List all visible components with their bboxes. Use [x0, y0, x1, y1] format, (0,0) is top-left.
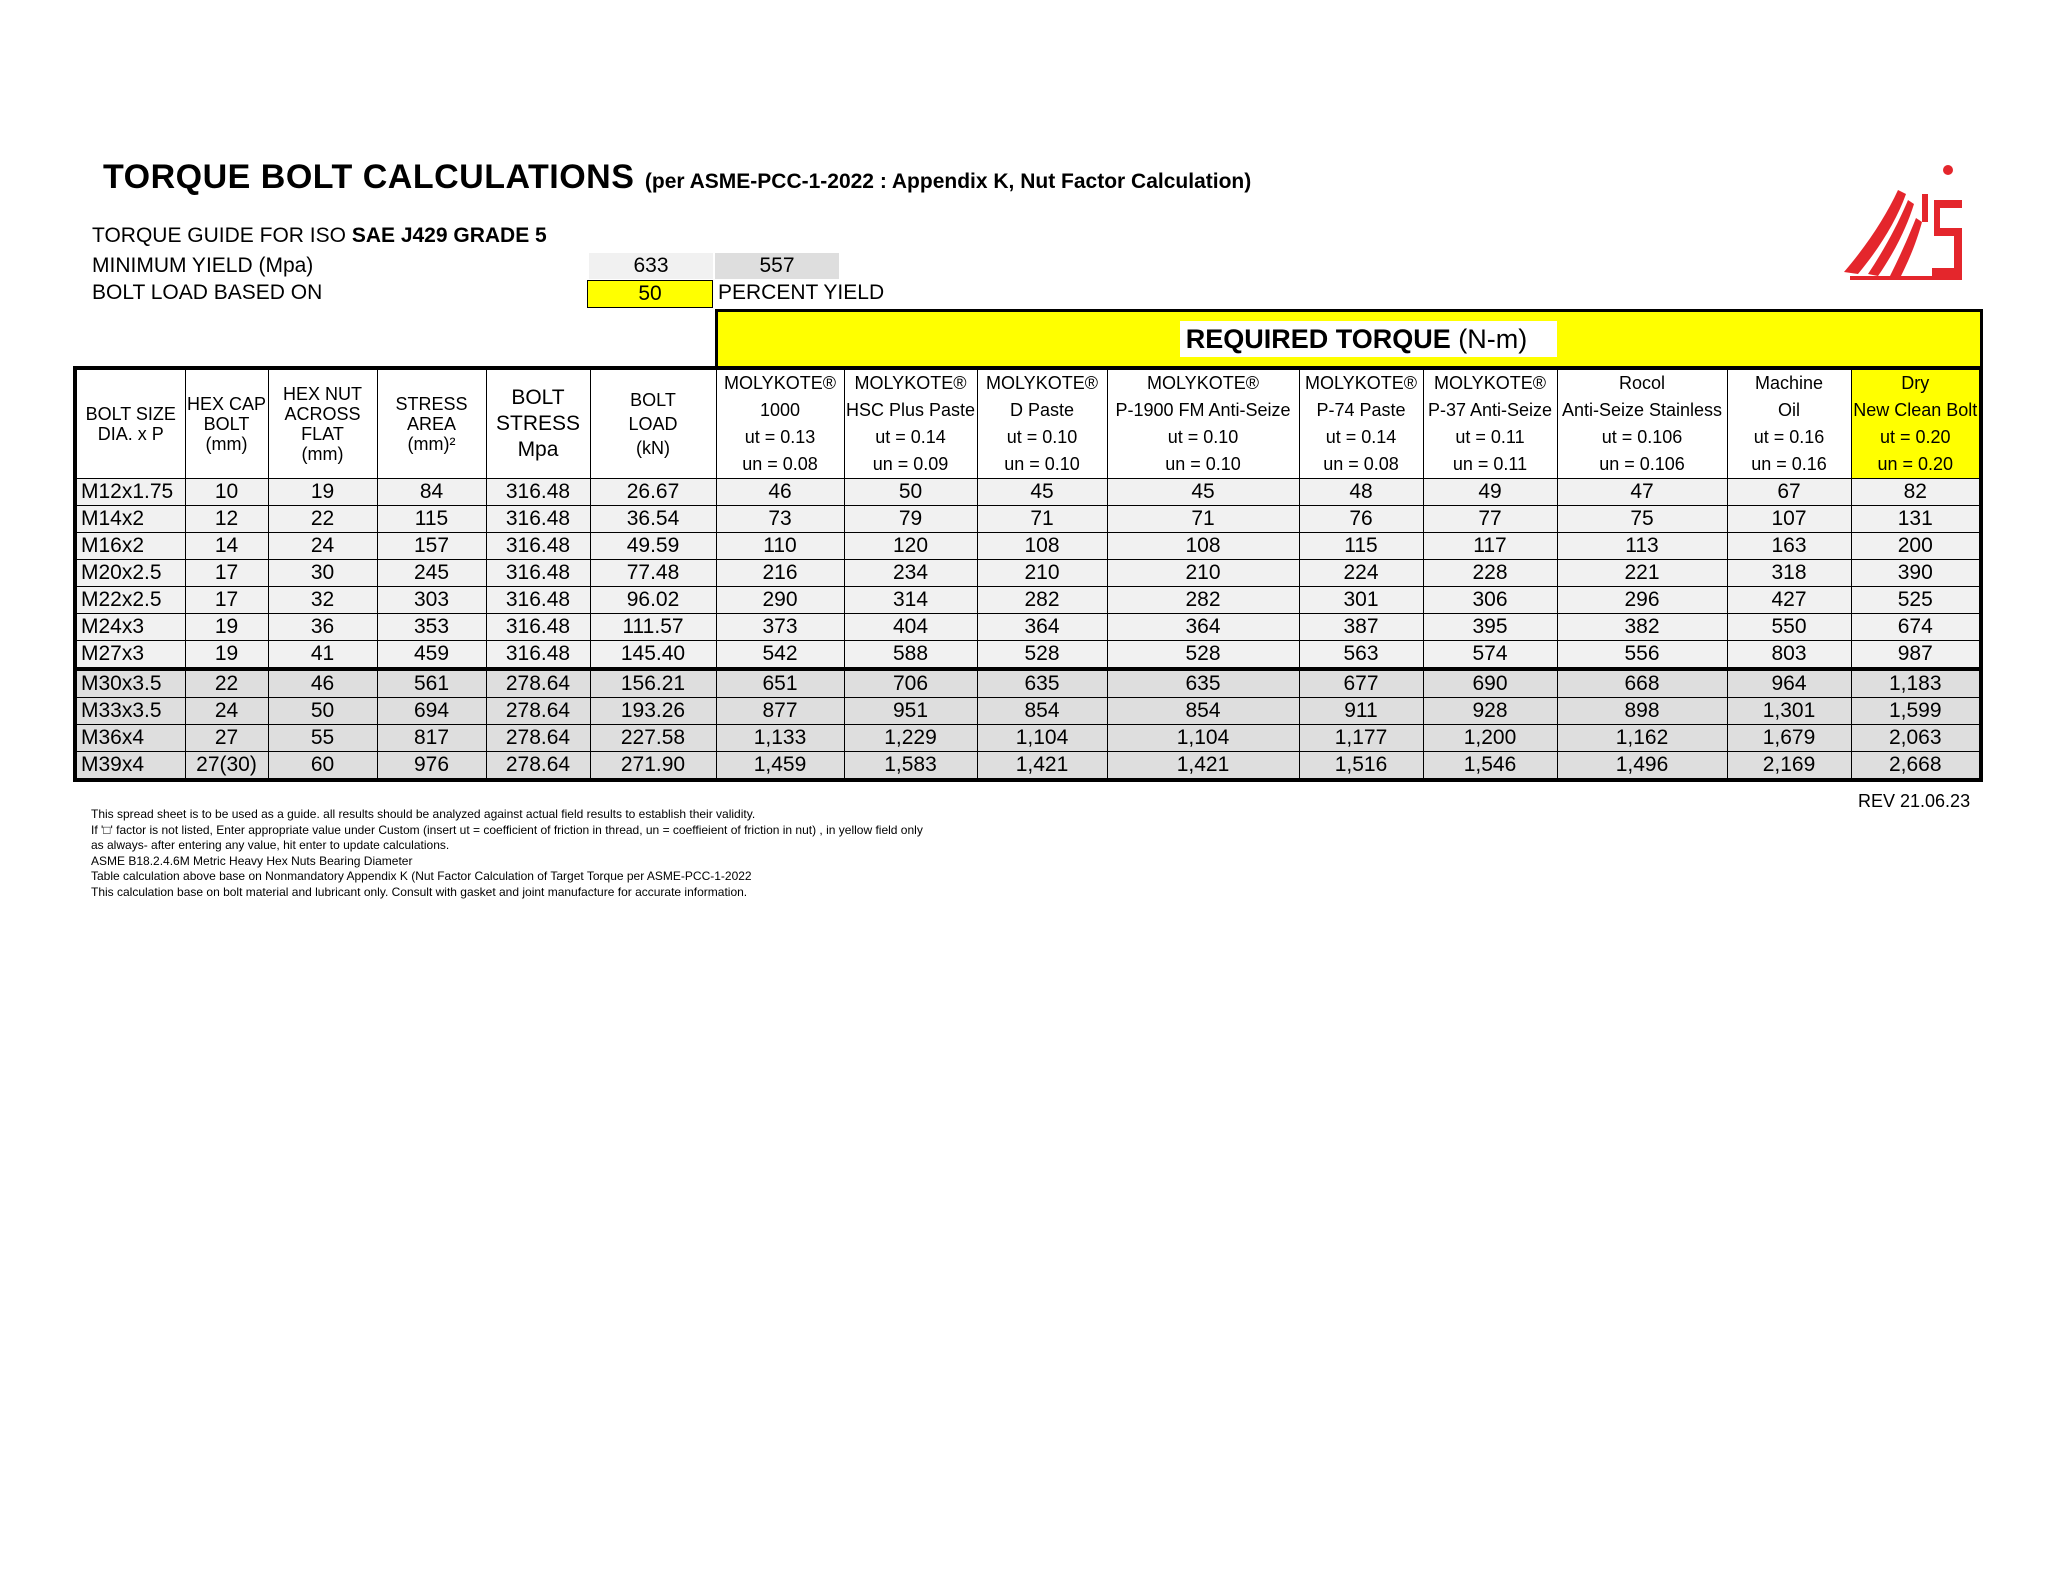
lubricant-name: MOLYKOTE® — [724, 373, 836, 393]
lubricant-un: un = 0.11 — [1452, 454, 1528, 474]
col-bolt-load-line: (kN) — [636, 438, 670, 458]
cell-hex-nut: 22 — [268, 506, 377, 533]
note-line: Table calculation above base on Nonmandatory Appendix K (Nut Factor Calculation of Target Torque per ASME-PCC-1-2022 — [91, 869, 752, 884]
lubricant-product: 1000 — [759, 400, 801, 420]
cell-load: 193.26 — [590, 698, 716, 725]
cell-size: M12x1.75 — [75, 479, 185, 506]
lubricant-product: P-1900 FM Anti-Seize — [1115, 400, 1291, 420]
cell-size: M27x3 — [75, 641, 185, 670]
cell-stress: 316.48 — [486, 641, 590, 670]
cell-torque: 45 — [1107, 479, 1299, 506]
required-torque-unit: (N-m) — [1450, 324, 1528, 354]
cell-torque: 588 — [844, 641, 977, 670]
cell-hex-nut: 46 — [268, 669, 377, 698]
cell-torque: 563 — [1299, 641, 1423, 670]
min-yield-value-2: 557 — [715, 253, 839, 279]
cell-size: M39x4 — [75, 752, 185, 781]
title-sub: (per ASME-PCC-1-2022 : Appendix K, Nut Factor Calculation) — [644, 170, 1252, 193]
cell-hex-cap: 19 — [185, 614, 268, 641]
col-bolt-stress — [486, 368, 590, 479]
col-bolt-size-line: BOLT SIZE — [85, 404, 176, 424]
lubricant-product: New Clean Bolt — [1853, 400, 1978, 420]
cell-load: 49.59 — [590, 533, 716, 560]
cell-torque: 75 — [1557, 506, 1727, 533]
cell-stress: 316.48 — [486, 506, 590, 533]
lubricant-name: MOLYKOTE® — [986, 373, 1098, 393]
cell-torque: 390 — [1851, 560, 1981, 587]
lubricant-ut[interactable]: ut = 0.20 — [1879, 427, 1951, 447]
col-bolt-stress-line: STRESS — [495, 412, 581, 435]
cell-stress: 316.48 — [486, 560, 590, 587]
lubricant-un: un = 0.106 — [1599, 454, 1685, 474]
lubricant-name: MOLYKOTE® — [854, 373, 967, 393]
cell-torque: 525 — [1851, 587, 1981, 614]
col-hex-cap-line: (mm) — [205, 434, 248, 454]
cell-torque: 1,516 — [1299, 752, 1423, 781]
cell-area: 303 — [377, 587, 486, 614]
cell-torque: 877 — [716, 698, 844, 725]
lubricant-un: un = 0.16 — [1751, 454, 1827, 474]
cell-stress: 316.48 — [486, 587, 590, 614]
lubricant-product: HSC Plus Paste — [845, 400, 976, 420]
cell-size: M30x3.5 — [75, 669, 185, 698]
cell-load: 77.48 — [590, 560, 716, 587]
cell-torque: 306 — [1423, 587, 1557, 614]
cell-hex-cap: 17 — [185, 560, 268, 587]
col-stress-area — [377, 368, 486, 479]
cell-size: M22x2.5 — [75, 587, 185, 614]
cell-torque: 1,301 — [1727, 698, 1851, 725]
cell-torque: 964 — [1727, 669, 1851, 698]
cell-hex-nut: 24 — [268, 533, 377, 560]
cell-torque: 71 — [977, 506, 1107, 533]
cell-torque: 76 — [1299, 506, 1423, 533]
cell-stress: 316.48 — [486, 479, 590, 506]
cell-hex-cap: 10 — [185, 479, 268, 506]
cell-hex-cap: 27(30) — [185, 752, 268, 781]
required-torque-title: REQUIRED TORQUE — [1185, 324, 1451, 354]
col-stress-area-line: (mm)² — [407, 434, 456, 454]
note-line: as always- after entering any value, hit enter to update calculations. — [91, 838, 450, 853]
cell-hex-cap: 22 — [185, 669, 268, 698]
lubricant-ut: ut = 0.13 — [744, 427, 816, 447]
percent-yield-label: PERCENT YIELD — [718, 281, 885, 304]
cell-torque: 48 — [1299, 479, 1423, 506]
title-main: TORQUE BOLT CALCULATIONS — [103, 158, 635, 196]
cell-torque: 1,133 — [716, 725, 844, 752]
cell-hex-nut: 30 — [268, 560, 377, 587]
cell-torque: 108 — [977, 533, 1107, 560]
cell-hex-cap: 27 — [185, 725, 268, 752]
cell-hex-nut: 19 — [268, 479, 377, 506]
cell-torque: 107 — [1727, 506, 1851, 533]
min-yield-label: MINIMUM YIELD (Mpa) — [92, 254, 314, 277]
cell-area: 976 — [377, 752, 486, 781]
note-line: ASME B18.2.4.6M Metric Heavy Hex Nuts Bearing Diameter — [91, 853, 413, 868]
cell-area: 817 — [377, 725, 486, 752]
cell-torque: 1,421 — [977, 752, 1107, 781]
cell-load: 36.54 — [590, 506, 716, 533]
cell-torque: 987 — [1851, 641, 1981, 670]
cell-torque: 898 — [1557, 698, 1727, 725]
lubricant-ut: ut = 0.106 — [1601, 427, 1683, 447]
col-hex-nut-line: ACROSS — [284, 404, 361, 424]
cell-hex-cap: 12 — [185, 506, 268, 533]
cell-torque: 234 — [844, 560, 977, 587]
col-bolt-load-line: BOLT — [630, 390, 676, 410]
lubricant-name: Rocol — [1618, 373, 1666, 393]
required-torque-row — [75, 311, 1981, 369]
cell-torque: 71 — [1107, 506, 1299, 533]
cell-torque: 221 — [1557, 560, 1727, 587]
torque-guide-line — [92, 224, 547, 248]
cell-torque: 1,200 — [1423, 725, 1557, 752]
cell-torque: 282 — [977, 587, 1107, 614]
lubricant-ut: ut = 0.16 — [1753, 427, 1825, 447]
cell-torque: 550 — [1727, 614, 1851, 641]
lubricant-un: un = 0.09 — [872, 454, 949, 474]
col-hex-nut — [268, 368, 377, 479]
cell-area: 84 — [377, 479, 486, 506]
cell-load: 96.02 — [590, 587, 716, 614]
cell-area: 245 — [377, 560, 486, 587]
cell-torque: 228 — [1423, 560, 1557, 587]
table-row — [75, 641, 1981, 670]
required-torque-label — [1180, 321, 1558, 357]
cell-torque: 1,229 — [844, 725, 977, 752]
lubricant-un: un = 0.10 — [1004, 454, 1080, 474]
cell-size: M24x3 — [75, 614, 185, 641]
cell-hex-nut: 32 — [268, 587, 377, 614]
column-header-row — [75, 368, 1981, 479]
cell-torque: 528 — [977, 641, 1107, 670]
cell-torque: 1,104 — [977, 725, 1107, 752]
table-row — [75, 587, 1981, 614]
cell-torque: 1,177 — [1299, 725, 1423, 752]
cell-torque: 1,421 — [1107, 752, 1299, 781]
lubricant-header — [844, 368, 977, 479]
cell-torque: 296 — [1557, 587, 1727, 614]
lubricant-header — [1557, 368, 1727, 479]
cell-load: 271.90 — [590, 752, 716, 781]
cell-stress: 278.64 — [486, 698, 590, 725]
lubricant-ut: ut = 0.10 — [1167, 427, 1239, 447]
cell-torque: 364 — [977, 614, 1107, 641]
cell-hex-nut: 55 — [268, 725, 377, 752]
cell-torque: 674 — [1851, 614, 1981, 641]
col-hex-nut-line: HEX NUT — [282, 384, 362, 404]
col-hex-cap — [185, 368, 268, 479]
page-title — [103, 158, 1251, 197]
lubricant-name: Dry — [1901, 373, 1930, 393]
cell-torque: 290 — [716, 587, 844, 614]
cell-area: 459 — [377, 641, 486, 670]
cell-torque: 113 — [1557, 533, 1727, 560]
cell-torque: 1,104 — [1107, 725, 1299, 752]
cell-torque: 82 — [1851, 479, 1981, 506]
cell-torque: 528 — [1107, 641, 1299, 670]
cell-torque: 1,162 — [1557, 725, 1727, 752]
cell-size: M14x2 — [75, 506, 185, 533]
cell-torque: 1,183 — [1851, 669, 1981, 698]
col-bolt-load-line: LOAD — [628, 414, 678, 434]
lubricant-un: un = 0.08 — [742, 454, 818, 474]
notes — [91, 807, 923, 901]
cell-torque: 556 — [1557, 641, 1727, 670]
cell-torque: 73 — [716, 506, 844, 533]
lubricant-header — [977, 368, 1107, 479]
col-bolt-stress-line: BOLT — [511, 386, 565, 409]
cell-load: 156.21 — [590, 669, 716, 698]
cell-hex-nut: 36 — [268, 614, 377, 641]
lubricant-name: MOLYKOTE® — [1305, 373, 1417, 393]
cell-torque: 404 — [844, 614, 977, 641]
cell-torque: 364 — [1107, 614, 1299, 641]
cell-torque: 651 — [716, 669, 844, 698]
table-row — [75, 698, 1981, 725]
cell-torque: 120 — [844, 533, 977, 560]
note-line: This calculation base on bolt material and lubricant only. Consult with gasket and joint manufacture for accurate information. — [91, 884, 748, 899]
cell-load: 145.40 — [590, 641, 716, 670]
lubricant-un: un = 0.08 — [1323, 454, 1399, 474]
cell-torque: 49 — [1423, 479, 1557, 506]
lubricant-header-custom[interactable] — [1851, 368, 1981, 479]
lubricant-product: P-37 Anti-Seize — [1427, 400, 1553, 420]
table-row — [75, 533, 1981, 560]
cell-size: M36x4 — [75, 725, 185, 752]
cell-hex-nut: 60 — [268, 752, 377, 781]
cell-torque: 2,063 — [1851, 725, 1981, 752]
lubricant-name: MOLYKOTE® — [1147, 373, 1259, 393]
percent-yield-input[interactable]: 50 — [587, 280, 713, 308]
cell-load: 26.67 — [590, 479, 716, 506]
cell-torque: 382 — [1557, 614, 1727, 641]
cell-torque: 574 — [1423, 641, 1557, 670]
cell-torque: 1,679 — [1727, 725, 1851, 752]
cell-torque: 854 — [977, 698, 1107, 725]
cell-hex-cap: 17 — [185, 587, 268, 614]
cell-torque: 210 — [977, 560, 1107, 587]
cell-torque: 427 — [1727, 587, 1851, 614]
lubricant-product: Oil — [1778, 400, 1800, 420]
cell-stress: 278.64 — [486, 752, 590, 781]
table-row — [75, 479, 1981, 506]
cell-torque: 46 — [716, 479, 844, 506]
cell-torque: 1,599 — [1851, 698, 1981, 725]
col-hex-nut-line: FLAT — [301, 424, 344, 444]
cell-torque: 108 — [1107, 533, 1299, 560]
cell-torque: 1,546 — [1423, 752, 1557, 781]
header-spacer — [75, 311, 716, 369]
col-hex-cap-line: BOLT — [203, 414, 250, 434]
cell-torque: 282 — [1107, 587, 1299, 614]
cell-hex-cap: 19 — [185, 641, 268, 670]
cell-hex-nut: 50 — [268, 698, 377, 725]
company-logo — [1838, 164, 1964, 280]
cell-torque: 635 — [1107, 669, 1299, 698]
cell-torque: 67 — [1727, 479, 1851, 506]
cell-stress: 278.64 — [486, 725, 590, 752]
col-hex-nut-line: (mm) — [301, 444, 344, 464]
cell-size: M33x3.5 — [75, 698, 185, 725]
cell-torque: 668 — [1557, 669, 1727, 698]
cell-torque: 200 — [1851, 533, 1981, 560]
lubricant-un: un = 0.10 — [1165, 454, 1241, 474]
cell-torque: 1,583 — [844, 752, 977, 781]
lubricant-ut: ut = 0.11 — [1455, 427, 1525, 447]
cell-torque: 803 — [1727, 641, 1851, 670]
cell-torque: 1,459 — [716, 752, 844, 781]
cell-torque: 854 — [1107, 698, 1299, 725]
cell-torque: 373 — [716, 614, 844, 641]
lubricant-header — [1299, 368, 1423, 479]
revision-label: REV 21.06.23 — [1858, 791, 1971, 811]
cell-load: 227.58 — [590, 725, 716, 752]
col-bolt-stress-line: Mpa — [517, 438, 559, 461]
data-rows — [75, 479, 1981, 781]
col-bolt-size — [75, 368, 185, 479]
cell-torque: 110 — [716, 533, 844, 560]
table-row — [75, 506, 1981, 533]
cell-torque: 542 — [716, 641, 844, 670]
torque-guide-grade: SAE J429 GRADE 5 — [351, 224, 547, 247]
cell-torque: 301 — [1299, 587, 1423, 614]
required-torque-header — [716, 311, 1981, 369]
cell-torque: 677 — [1299, 669, 1423, 698]
cell-torque: 706 — [844, 669, 977, 698]
cell-torque: 395 — [1423, 614, 1557, 641]
lubricant-product: P-74 Paste — [1316, 400, 1406, 420]
cell-size: M20x2.5 — [75, 560, 185, 587]
cell-area: 353 — [377, 614, 486, 641]
col-bolt-size-line: DIA. x P — [97, 424, 164, 444]
cell-area: 115 — [377, 506, 486, 533]
min-yield-value-1: 633 — [589, 253, 713, 279]
cell-hex-nut: 41 — [268, 641, 377, 670]
cell-area: 694 — [377, 698, 486, 725]
cell-torque: 131 — [1851, 506, 1981, 533]
cell-stress: 316.48 — [486, 614, 590, 641]
table-row — [75, 614, 1981, 641]
torque-table — [73, 309, 1983, 782]
cell-torque: 117 — [1423, 533, 1557, 560]
table-row — [75, 560, 1981, 587]
lubricant-product: Anti-Seize Stainless — [1561, 400, 1723, 420]
cell-load: 111.57 — [590, 614, 716, 641]
cell-area: 157 — [377, 533, 486, 560]
lubricant-ut: ut = 0.10 — [1006, 427, 1078, 447]
cell-torque: 1,496 — [1557, 752, 1727, 781]
cell-torque: 163 — [1727, 533, 1851, 560]
cell-torque: 224 — [1299, 560, 1423, 587]
col-stress-area-line: STRESS — [395, 394, 468, 414]
cell-size: M16x2 — [75, 533, 185, 560]
cell-torque: 318 — [1727, 560, 1851, 587]
torque-guide-prefix: TORQUE GUIDE FOR ISO — [92, 224, 352, 247]
cell-torque: 47 — [1557, 479, 1727, 506]
table-row — [75, 752, 1981, 781]
lubricant-name: MOLYKOTE® — [1434, 373, 1546, 393]
col-bolt-load — [590, 368, 716, 479]
lubricant-name: Machine — [1754, 373, 1824, 393]
lubricant-header — [1107, 368, 1299, 479]
cell-torque: 2,169 — [1727, 752, 1851, 781]
col-hex-cap-line: HEX CAP — [186, 394, 267, 414]
cell-torque: 50 — [844, 479, 977, 506]
table-row — [75, 725, 1981, 752]
cell-hex-cap: 24 — [185, 698, 268, 725]
cell-torque: 45 — [977, 479, 1107, 506]
note-line: If '□' factor is not listed, Enter appropriate value under Custom (insert ut = coefficient of friction in thread, un = coeffieient of friction in nut) , in yellow field only — [91, 822, 923, 837]
cell-torque: 951 — [844, 698, 977, 725]
lubricant-header — [1727, 368, 1851, 479]
bolt-load-label: BOLT LOAD BASED ON — [92, 281, 323, 304]
cell-hex-cap: 14 — [185, 533, 268, 560]
cell-torque: 690 — [1423, 669, 1557, 698]
col-stress-area-line: AREA — [406, 414, 457, 434]
cell-torque: 314 — [844, 587, 977, 614]
cell-torque: 77 — [1423, 506, 1557, 533]
cell-stress: 316.48 — [486, 533, 590, 560]
cell-area: 561 — [377, 669, 486, 698]
cell-torque: 2,668 — [1851, 752, 1981, 781]
table-row — [75, 669, 1981, 698]
cell-torque: 79 — [844, 506, 977, 533]
lubricant-header — [1423, 368, 1557, 479]
cell-torque: 635 — [977, 669, 1107, 698]
lubricant-header — [716, 368, 844, 479]
cell-torque: 216 — [716, 560, 844, 587]
cell-torque: 911 — [1299, 698, 1423, 725]
lubricant-product: D Paste — [1009, 400, 1075, 420]
cell-torque: 928 — [1423, 698, 1557, 725]
cell-torque: 115 — [1299, 533, 1423, 560]
lubricant-ut: ut = 0.14 — [875, 427, 946, 447]
cell-torque: 387 — [1299, 614, 1423, 641]
lubricant-un[interactable]: un = 0.20 — [1877, 454, 1954, 474]
cell-torque: 210 — [1107, 560, 1299, 587]
lubricant-ut: ut = 0.14 — [1325, 427, 1397, 447]
cell-stress: 278.64 — [486, 669, 590, 698]
note-line: This spread sheet is to be used as a guide. all results should be analyzed against actual field results to establish their validity. — [91, 807, 756, 821]
